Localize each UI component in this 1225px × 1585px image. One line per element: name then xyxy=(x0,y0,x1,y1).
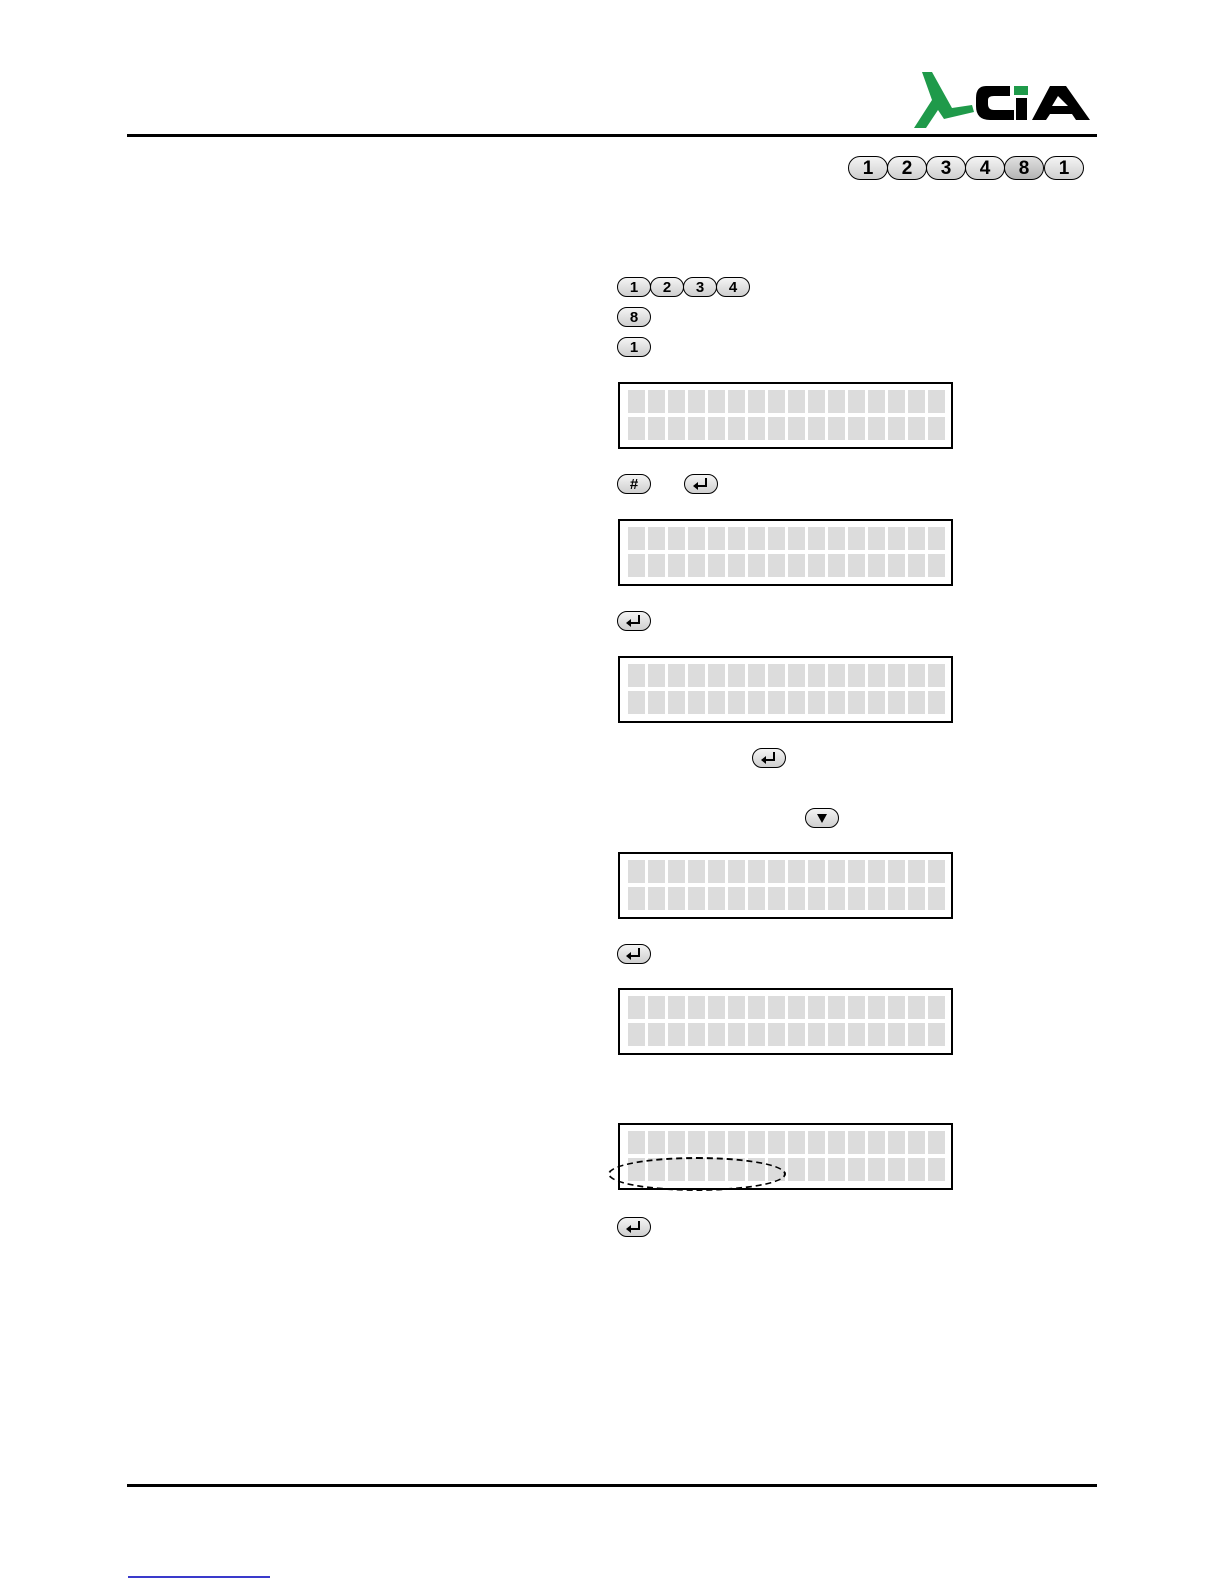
lcd-cell xyxy=(908,1023,925,1046)
lcd-cell xyxy=(788,1158,805,1181)
lcd-cell xyxy=(768,1023,785,1046)
lcd-cell xyxy=(908,390,925,413)
lcd-cell xyxy=(828,1158,845,1181)
lcd-cell xyxy=(868,527,885,550)
lcd-cell xyxy=(768,554,785,577)
lcd-cell xyxy=(688,1131,705,1154)
lcd-cell xyxy=(908,554,925,577)
lcd-cell xyxy=(788,554,805,577)
lcd-cell xyxy=(868,887,885,910)
lcd-cell xyxy=(688,527,705,550)
lcd-cell xyxy=(708,860,725,883)
lcd-cell xyxy=(928,1131,945,1154)
lcd-cell xyxy=(668,996,685,1019)
lcd-cell xyxy=(908,860,925,883)
lcd-cell xyxy=(828,664,845,687)
lcd-cell xyxy=(648,417,665,440)
enter-icon xyxy=(625,614,643,628)
down-arrow-icon xyxy=(815,812,829,824)
lcd-cell xyxy=(888,1131,905,1154)
lcd-cell xyxy=(768,527,785,550)
enter-icon xyxy=(625,1220,643,1234)
lcd-cell xyxy=(768,390,785,413)
shortcut-key[interactable]: 2 xyxy=(887,156,927,180)
lcd-cell xyxy=(628,554,645,577)
submenu-key[interactable]: 1 xyxy=(617,337,651,357)
lcd-display xyxy=(618,519,953,586)
lcd-cell xyxy=(768,860,785,883)
lcd-cell xyxy=(908,417,925,440)
lcd-cell xyxy=(628,527,645,550)
lcd-cell xyxy=(648,554,665,577)
lcd-cell xyxy=(928,554,945,577)
lcd-cell xyxy=(808,691,825,714)
lcd-cell xyxy=(868,1158,885,1181)
lcd-cell xyxy=(828,1131,845,1154)
hash-key[interactable]: # xyxy=(617,474,651,494)
lcd-cell xyxy=(748,527,765,550)
enter-key[interactable] xyxy=(617,1217,651,1237)
lcd-cell xyxy=(868,390,885,413)
lcd-cell xyxy=(928,887,945,910)
shortcut-key[interactable]: 1 xyxy=(1044,156,1084,180)
lcd-cell xyxy=(748,860,765,883)
shortcut-key[interactable]: 3 xyxy=(926,156,966,180)
code-key[interactable]: 2 xyxy=(650,277,684,297)
lcd-cell xyxy=(728,996,745,1019)
lcd-cell xyxy=(908,1131,925,1154)
code-key[interactable]: 3 xyxy=(683,277,717,297)
lcd-cell xyxy=(848,664,865,687)
lcd-cell xyxy=(848,417,865,440)
lcd-cell xyxy=(788,860,805,883)
lcd-cell xyxy=(728,1131,745,1154)
lcd-cell xyxy=(928,1158,945,1181)
lcd-cell xyxy=(808,554,825,577)
lcd-cell xyxy=(668,1023,685,1046)
lcd-cell xyxy=(768,691,785,714)
enter-key[interactable] xyxy=(684,474,718,494)
lcd-display xyxy=(618,852,953,919)
lcd-cell xyxy=(728,664,745,687)
lcd-cell xyxy=(688,887,705,910)
lcd-cell xyxy=(728,390,745,413)
lcd-cell xyxy=(628,390,645,413)
company-logo xyxy=(914,72,1099,130)
enter-key[interactable] xyxy=(617,611,651,631)
enter-key[interactable] xyxy=(752,748,786,768)
lcd-cell xyxy=(648,887,665,910)
lcd-cell xyxy=(708,691,725,714)
lcd-cell xyxy=(788,996,805,1019)
enter-key[interactable] xyxy=(617,944,651,964)
lcd-cell xyxy=(928,996,945,1019)
lcd-cell xyxy=(748,887,765,910)
lcd-cell xyxy=(668,1131,685,1154)
lcd-cell xyxy=(848,996,865,1019)
lcd-cell xyxy=(888,554,905,577)
lcd-cell xyxy=(768,417,785,440)
lcd-cell xyxy=(908,996,925,1019)
lcd-cell xyxy=(648,527,665,550)
lcd-cell xyxy=(848,527,865,550)
lcd-cell xyxy=(828,390,845,413)
lcd-cell xyxy=(628,1131,645,1154)
lcd-cell xyxy=(888,1023,905,1046)
lcd-cell xyxy=(688,664,705,687)
lcd-cell xyxy=(788,1023,805,1046)
footer-rule xyxy=(127,1484,1097,1487)
lcd-cell xyxy=(888,691,905,714)
lcd-cell xyxy=(908,887,925,910)
lcd-cell xyxy=(648,664,665,687)
lcd-cell xyxy=(768,1131,785,1154)
lcd-cell xyxy=(748,417,765,440)
lcd-display xyxy=(618,382,953,449)
lcd-cell xyxy=(828,691,845,714)
lcd-cell xyxy=(748,390,765,413)
lcd-cell xyxy=(728,554,745,577)
lcd-cell xyxy=(728,527,745,550)
lcd-cell xyxy=(728,887,745,910)
lcd-cell xyxy=(908,664,925,687)
lcd-cell xyxy=(768,887,785,910)
lcd-cell xyxy=(748,664,765,687)
lcd-cell xyxy=(648,691,665,714)
lcd-cell xyxy=(828,996,845,1019)
lcd-cell xyxy=(808,1023,825,1046)
lcd-cell xyxy=(888,887,905,910)
lcd-cell xyxy=(888,664,905,687)
code-key[interactable]: 4 xyxy=(716,277,750,297)
lcd-cell xyxy=(788,390,805,413)
lcd-cell xyxy=(828,860,845,883)
lcd-cell xyxy=(708,664,725,687)
lcd-cell xyxy=(808,1131,825,1154)
lcd-cell xyxy=(868,691,885,714)
lcd-cell xyxy=(788,417,805,440)
lcd-cell xyxy=(828,554,845,577)
lcd-cell xyxy=(728,691,745,714)
lcd-cell xyxy=(928,860,945,883)
lcd-cell xyxy=(688,1023,705,1046)
lcd-cell xyxy=(888,390,905,413)
lcd-display xyxy=(618,988,953,1055)
lcd-cell xyxy=(628,1023,645,1046)
lcd-cell xyxy=(748,691,765,714)
lcd-cell xyxy=(868,860,885,883)
lcd-cell xyxy=(808,1158,825,1181)
lcd-cell xyxy=(848,1023,865,1046)
lcd-cell xyxy=(788,527,805,550)
lcd-cell xyxy=(628,887,645,910)
lcd-cell xyxy=(708,554,725,577)
lcd-cell xyxy=(668,691,685,714)
lcd-display xyxy=(618,656,953,723)
lcd-cell xyxy=(788,691,805,714)
lcd-cell xyxy=(848,554,865,577)
lcd-cell xyxy=(648,1131,665,1154)
code-key[interactable]: 1 xyxy=(617,277,651,297)
lcd-cell xyxy=(888,860,905,883)
lcd-cell xyxy=(628,860,645,883)
lcd-cell xyxy=(868,554,885,577)
lcd-cell xyxy=(828,417,845,440)
lcd-cell xyxy=(808,664,825,687)
enter-icon xyxy=(760,751,778,765)
lcd-cell xyxy=(628,664,645,687)
lcd-cell xyxy=(708,527,725,550)
lcd-cell xyxy=(868,664,885,687)
lcd-cell xyxy=(708,1131,725,1154)
lcd-cell xyxy=(808,390,825,413)
lcd-cell xyxy=(848,1158,865,1181)
enter-icon xyxy=(692,477,710,491)
lcd-cell xyxy=(828,1023,845,1046)
enter-icon xyxy=(625,947,643,961)
lcd-cell xyxy=(808,887,825,910)
lcd-cell xyxy=(828,527,845,550)
lcd-cell xyxy=(728,860,745,883)
lcd-cell xyxy=(868,417,885,440)
lcd-cell xyxy=(848,887,865,910)
lcd-cell xyxy=(848,1131,865,1154)
lcd-cell xyxy=(708,1023,725,1046)
lcd-cell xyxy=(668,554,685,577)
lcd-cell xyxy=(848,390,865,413)
lcd-cell xyxy=(908,691,925,714)
lcd-cell xyxy=(848,860,865,883)
lcd-cell xyxy=(748,1023,765,1046)
lcd-cell xyxy=(888,527,905,550)
shortcut-key[interactable]: 4 xyxy=(965,156,1005,180)
lcd-cell xyxy=(788,664,805,687)
lcd-cell xyxy=(768,664,785,687)
lcd-cell xyxy=(668,887,685,910)
lcd-cell xyxy=(928,390,945,413)
lcd-cell xyxy=(648,996,665,1019)
lcd-cell xyxy=(928,417,945,440)
header-rule xyxy=(127,134,1097,137)
down-arrow-key[interactable] xyxy=(805,808,839,828)
footer-link[interactable] xyxy=(128,1576,270,1578)
lcd-cell xyxy=(748,996,765,1019)
lcd-cell xyxy=(868,996,885,1019)
shortcut-key[interactable]: 8 xyxy=(1004,156,1044,180)
lcd-cell xyxy=(628,691,645,714)
shortcut-key[interactable]: 1 xyxy=(848,156,888,180)
lcd-cell xyxy=(808,527,825,550)
lcd-cell xyxy=(648,860,665,883)
lcd-cell xyxy=(928,527,945,550)
lcd-cell xyxy=(748,554,765,577)
lcd-cell xyxy=(808,996,825,1019)
lcd-cell xyxy=(708,996,725,1019)
lcd-cell xyxy=(788,887,805,910)
lcd-cell xyxy=(808,860,825,883)
lcd-cell xyxy=(808,417,825,440)
lcd-cell xyxy=(908,527,925,550)
lcd-cell xyxy=(788,1131,805,1154)
lcd-cell xyxy=(708,417,725,440)
lcd-cell xyxy=(888,417,905,440)
lcd-cell xyxy=(648,390,665,413)
lcd-cell xyxy=(628,996,645,1019)
lcd-cell xyxy=(908,1158,925,1181)
lcd-cell xyxy=(668,664,685,687)
lcd-cell xyxy=(728,417,745,440)
lcd-cell xyxy=(928,1023,945,1046)
lcd-cell xyxy=(648,1023,665,1046)
lcd-cell xyxy=(688,860,705,883)
lcd-cell xyxy=(888,1158,905,1181)
lcd-cell xyxy=(688,691,705,714)
cia-logo-icon xyxy=(914,72,1099,130)
lcd-cell xyxy=(688,390,705,413)
lcd-cell xyxy=(748,1131,765,1154)
lcd-cell xyxy=(688,554,705,577)
lcd-cell xyxy=(688,996,705,1019)
lcd-cell xyxy=(728,1023,745,1046)
lcd-cell xyxy=(688,417,705,440)
lcd-cell xyxy=(668,390,685,413)
lcd-cell xyxy=(668,860,685,883)
lcd-cell xyxy=(868,1131,885,1154)
lcd-cell xyxy=(928,691,945,714)
menu-key[interactable]: 8 xyxy=(617,307,651,327)
lcd-cell xyxy=(868,1023,885,1046)
lcd-cell xyxy=(768,996,785,1019)
lcd-cell xyxy=(928,664,945,687)
lcd-cell xyxy=(628,417,645,440)
lcd-cell xyxy=(668,417,685,440)
lcd-cell xyxy=(888,996,905,1019)
lcd-cell xyxy=(708,390,725,413)
lcd-cell xyxy=(828,887,845,910)
highlight-ellipse xyxy=(608,1157,786,1191)
lcd-cell xyxy=(848,691,865,714)
lcd-cell xyxy=(668,527,685,550)
lcd-cell xyxy=(708,887,725,910)
